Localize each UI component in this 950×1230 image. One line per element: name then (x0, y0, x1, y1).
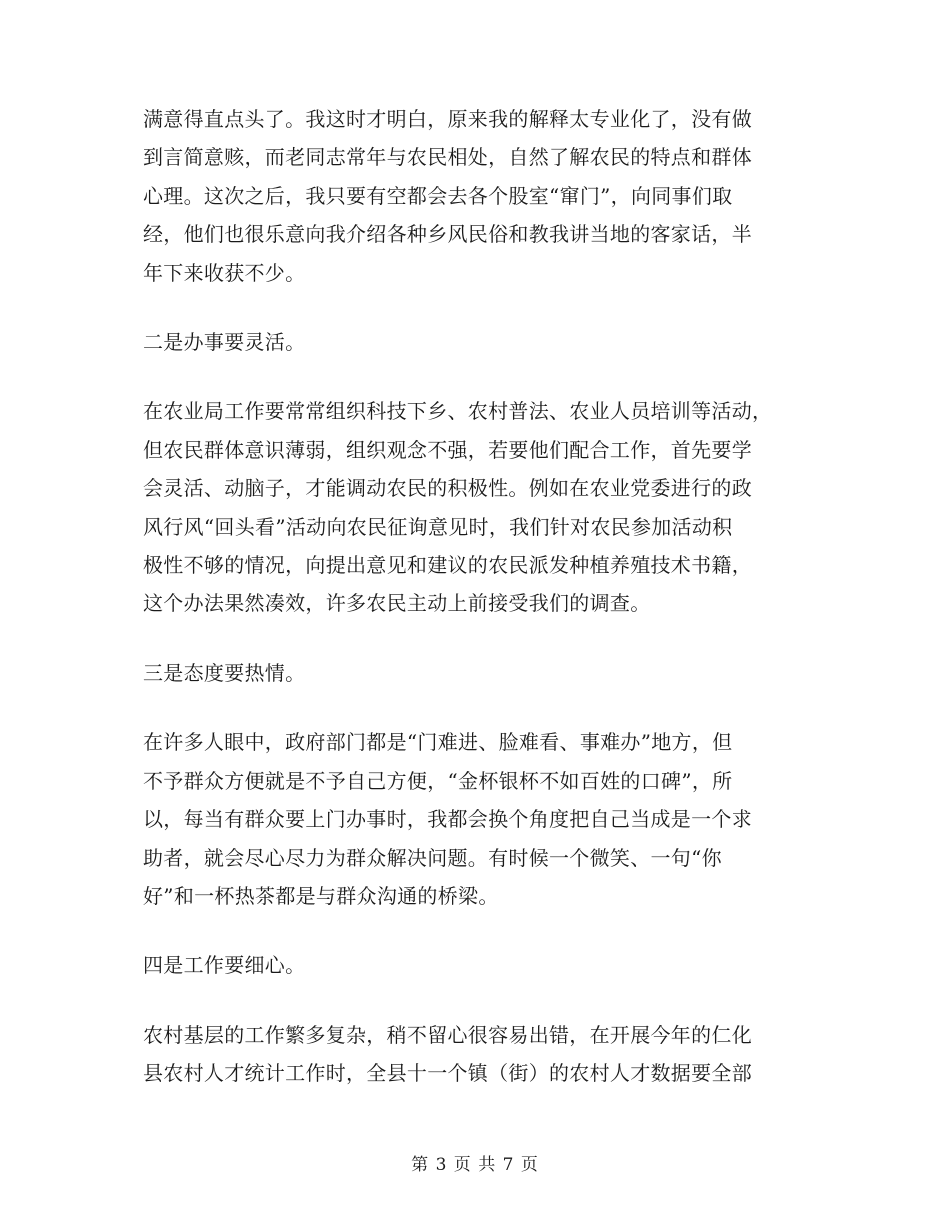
paragraph-1 (143, 100, 805, 292)
page-number-footer: 第 3 页 共 7 页 (411, 1155, 539, 1175)
paragraph-4 (143, 1016, 805, 1093)
text-line: 心理。这次之后，我只要有空都会去各个股室“窜门”，向同事们取 (143, 183, 733, 208)
text-line: 县农村人才统计工作时，全县十一个镇（街）的农村人才数据要全部 (143, 1061, 752, 1086)
text-line: 这个办法果然凑效，许多农民主动上前接受我们的调查。 (143, 591, 651, 616)
text-line: 在许多人眼中，政府部门都是“门难进、脸难看、事难办”地方，但 (143, 730, 733, 755)
text-line: 农村基层的工作繁多复杂，稍不留心很容易出错，在开展今年的仁化 (143, 1022, 752, 1047)
section-heading-attitude (143, 654, 805, 692)
paragraph-3 (143, 723, 805, 915)
text-line: 极性不够的情况，向提出意见和建议的农民派发种植养殖技术书籍， (143, 553, 752, 578)
text-line: 三是态度要热情。 (143, 660, 306, 685)
text-line: 在农业局工作要常常组织科技下乡、农村普法、农业人员培训等活动， (143, 399, 773, 424)
text-line: 会灵活、动脑子，才能调动农民的积极性。例如在农业党委进行的政 (143, 476, 752, 501)
text-line: 但农民群体意识薄弱，组织观念不强，若要他们配合工作，首先要学 (143, 437, 752, 462)
text-line: 满意得直点头了。我这时才明白，原来我的解释太专业化了，没有做 (143, 107, 752, 131)
text-line: 以，每当有群众要上门办事时，我都会换个角度把自己当成是一个求 (143, 807, 752, 832)
text-line: 四是工作要细心。 (143, 953, 306, 978)
text-line: 助者，就会尽心尽力为群众解决问题。有时候一个微笑、一句“你 (143, 845, 722, 870)
text-line: 好”和一杯热茶都是与群众沟通的桥梁。 (143, 883, 499, 908)
text-line: 年下来收获不少。 (143, 260, 306, 285)
text-line: 不予群众方便就是不予自己方便，“金杯银杯不如百姓的口碑”，所 (143, 768, 733, 793)
section-heading-flexible (143, 323, 805, 361)
section-heading-careful (143, 946, 805, 984)
document-body (143, 100, 805, 1093)
text-line: 经，他们也很乐意向我介绍各种乡风民俗和教我讲当地的客家话，半 (143, 222, 752, 247)
paragraph-2 (143, 392, 805, 622)
text-line: 到言简意赅，而老同志常年与农民相处，自然了解农民的特点和群体 (143, 145, 752, 170)
text-line: 风行风“回头看”活动向农民征询意见时，我们针对农民参加活动积 (143, 514, 733, 539)
text-line: 二是办事要灵活。 (143, 330, 306, 355)
